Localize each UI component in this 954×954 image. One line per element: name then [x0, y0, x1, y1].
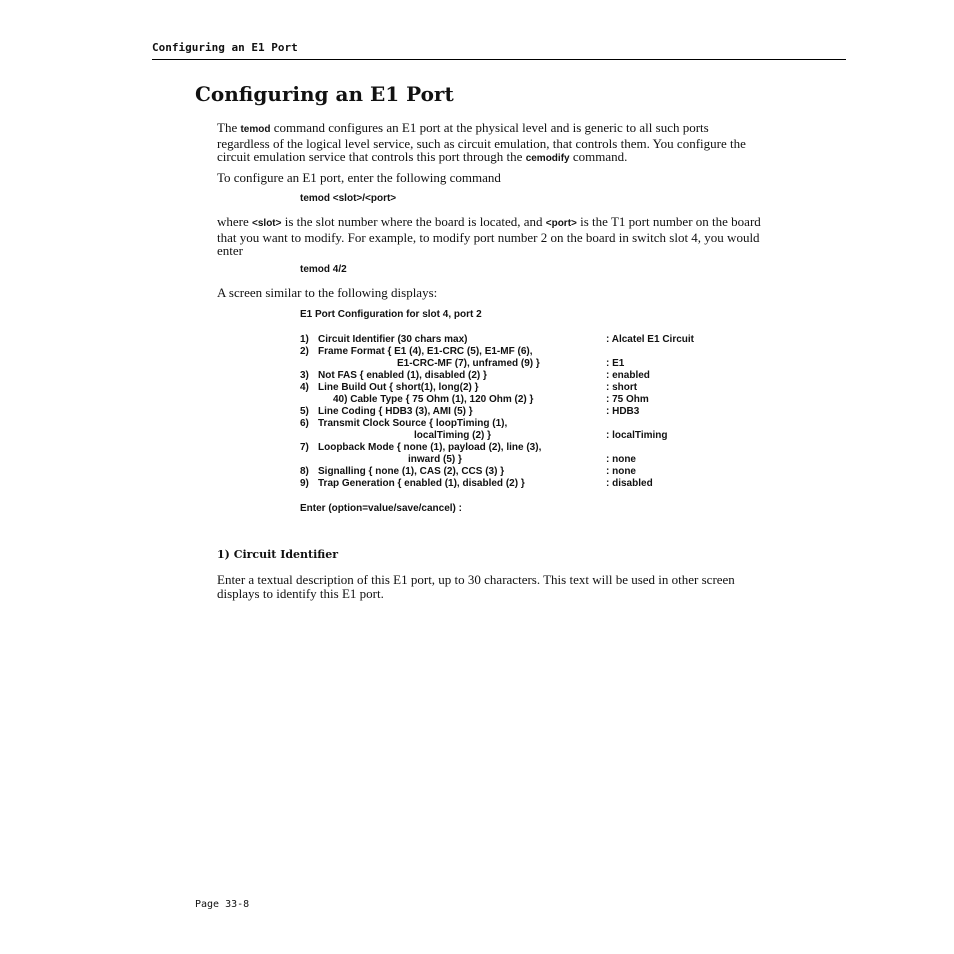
option-value: : none: [606, 454, 636, 465]
port-token: <port>: [545, 218, 577, 229]
header-rule: [152, 59, 846, 60]
option-label: Signalling { none (1), CAS (2), CCS (3) }: [318, 466, 505, 477]
temod-command: temod: [240, 124, 271, 135]
command-syntax: temod <slot>/<port>: [300, 193, 397, 204]
option-value: : 75 Ohm: [606, 394, 649, 405]
option-row: [300, 370, 720, 382]
option-row: [300, 430, 720, 442]
option-value: : enabled: [606, 370, 650, 381]
option-row: [300, 394, 720, 406]
option-number: 2): [300, 346, 309, 357]
option-row: [300, 454, 720, 466]
option-label: Line Coding { HDB3 (3), AMI (5) }: [318, 406, 473, 417]
option-row: [300, 418, 720, 430]
option-label: Not FAS { enabled (1), disabled (2) }: [318, 370, 487, 381]
intro-text-1: The: [217, 120, 241, 135]
option-row: [300, 466, 720, 478]
option-label: Frame Format { E1 (4), E1-CRC (5), E1-MF (6),: [318, 346, 533, 357]
where-text-1: where: [217, 214, 253, 229]
section-title: Configuring an E1 Port: [195, 82, 454, 106]
intro-paragraph: [217, 121, 762, 166]
option-label-continued: localTiming (2) }: [414, 430, 492, 441]
option-row: [300, 382, 720, 394]
option-value: : none: [606, 466, 636, 477]
option-number: 7): [300, 442, 309, 453]
option-row: [300, 346, 720, 358]
option-label: Transmit Clock Source { loopTiming (1),: [318, 418, 508, 429]
option-label: Line Build Out { short(1), long(2) }: [318, 382, 479, 393]
option-number: 1): [300, 334, 309, 345]
intro-text-3: command.: [569, 149, 628, 164]
screen-intro: A screen similar to the following displays:: [217, 285, 438, 300]
option-row: [300, 358, 720, 370]
configure-text: To configure an E1 port, enter the following command: [217, 170, 501, 185]
slot-token: <slot>: [252, 218, 282, 229]
option-number: 3): [300, 370, 309, 381]
example-command: temod 4/2: [300, 264, 347, 275]
option-row: [300, 442, 720, 454]
subsection-title: 1) Circuit Identifier: [217, 548, 339, 561]
option-value: : short: [606, 382, 638, 393]
cemodify-command: cemodify: [525, 153, 570, 164]
screen-prompt: Enter (option=value/save/cancel) :: [300, 503, 462, 514]
intro-text-2: command configures an E1 port at the physical level and is generic to all such ports regardless of the logical level service, such as circuit emulation, that controls them. You configure the circuit emulation service that controls this port through the: [217, 120, 746, 164]
option-value: : HDB3: [606, 406, 640, 417]
option-number: 6): [300, 418, 309, 429]
option-value: : disabled: [606, 478, 653, 489]
where-text-3: is the T1 port number on the board that you want to modify. For example, to modify port number 2 on the board in switch slot 4, you would enter: [217, 214, 761, 258]
option-label-continued: E1-CRC-MF (7), unframed (9) }: [397, 358, 540, 369]
subsection-body: Enter a textual description of this E1 port, up to 30 characters. This text will be used in other screen displays to identify this E1 port.: [217, 572, 735, 601]
option-row: [300, 478, 720, 490]
where-paragraph: [217, 215, 762, 258]
screen-title: E1 Port Configuration for slot 4, port 2: [300, 309, 482, 320]
option-number: 5): [300, 406, 309, 417]
option-number: 9): [300, 478, 309, 489]
page-number: Page 33-8: [195, 899, 250, 910]
option-number: 8): [300, 466, 309, 477]
option-number: 4): [300, 382, 309, 393]
option-value: : localTiming: [606, 430, 668, 441]
option-label: Circuit Identifier (30 chars max): [318, 334, 468, 345]
option-label-continued: inward (5) }: [408, 454, 462, 465]
option-label: Loopback Mode { none (1), payload (2), line (3),: [318, 442, 542, 453]
option-label: Trap Generation { enabled (1), disabled (2) }: [318, 478, 525, 489]
option-row: [300, 334, 720, 346]
option-value: : Alcatel E1 Circuit: [606, 334, 694, 345]
running-head: Configuring an E1 Port: [152, 41, 298, 54]
option-value: : E1: [606, 358, 625, 369]
option-label-continued: 40) Cable Type { 75 Ohm (1), 120 Ohm (2) }: [333, 394, 534, 405]
option-row: [300, 406, 720, 418]
where-text-2: is the slot number where the board is located, and: [281, 214, 546, 229]
